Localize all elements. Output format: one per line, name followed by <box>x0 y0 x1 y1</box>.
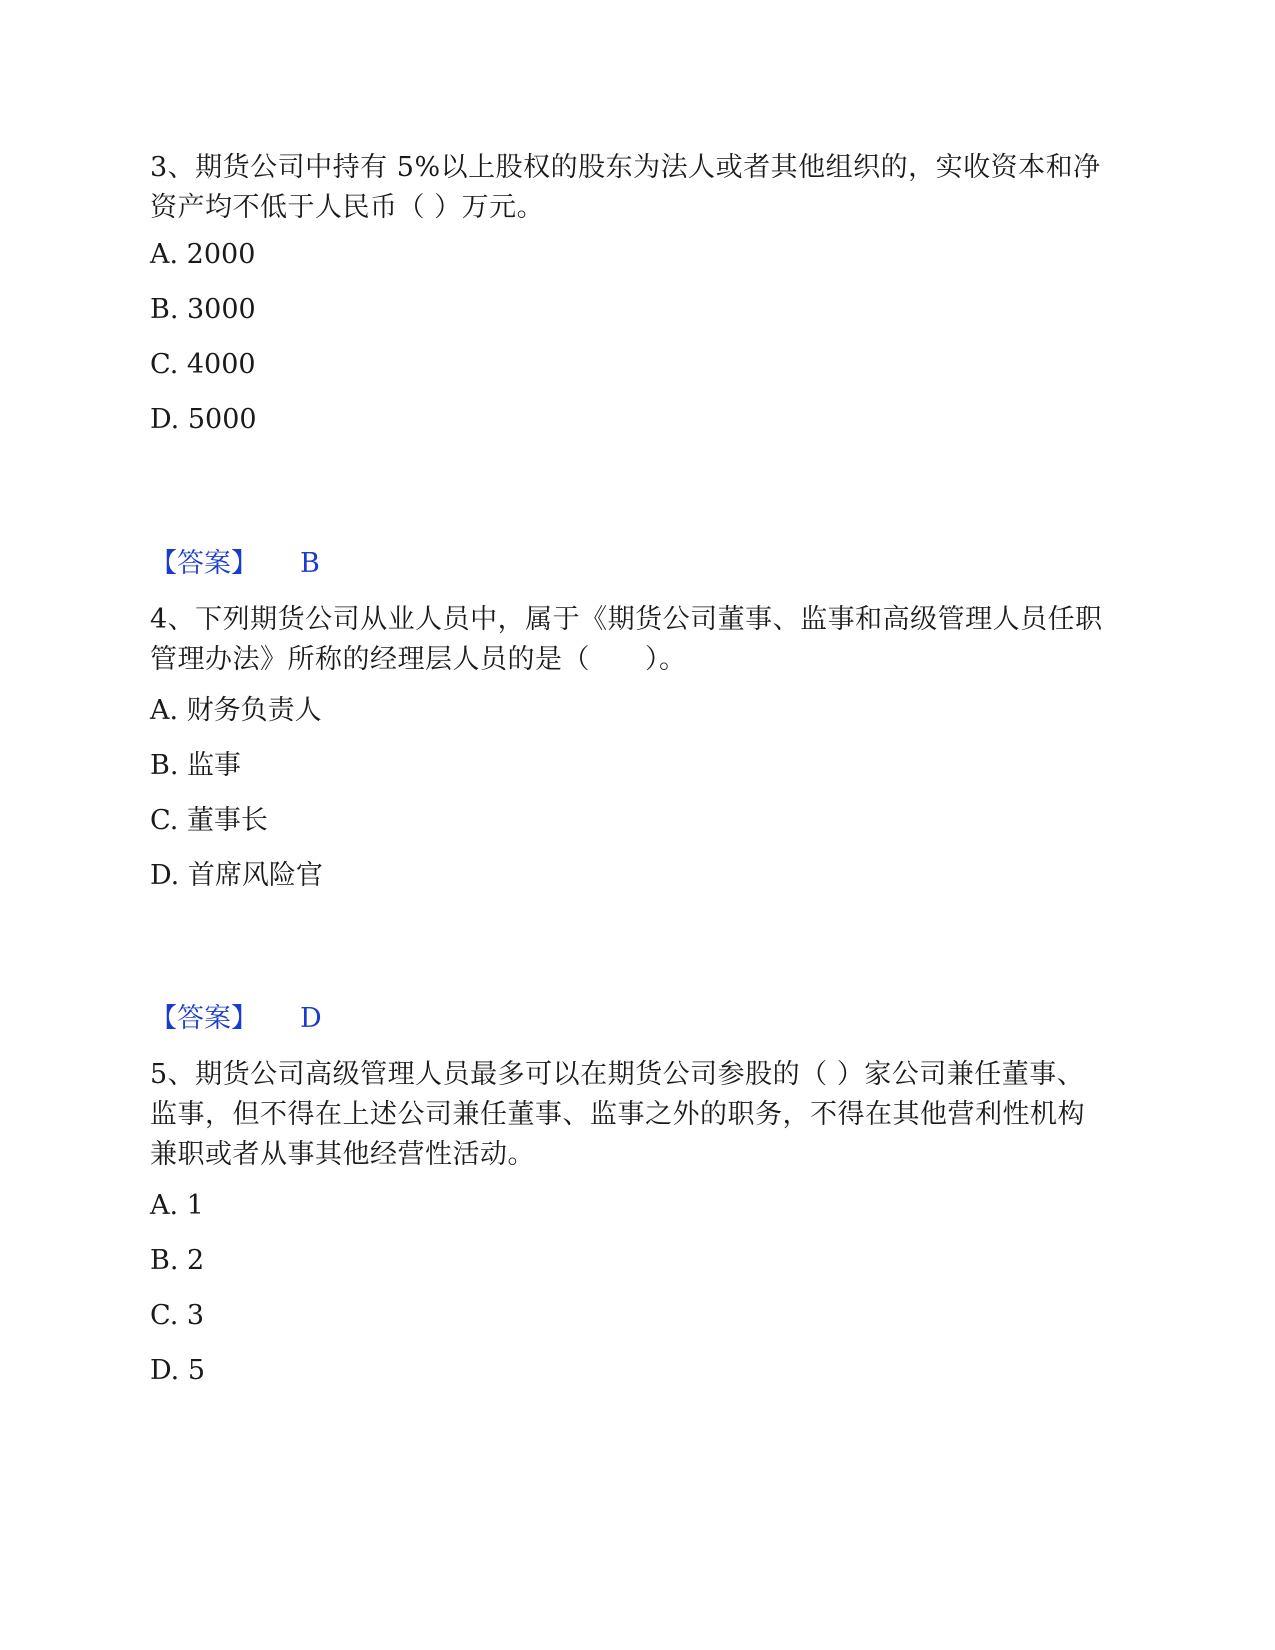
answer-block-1 <box>150 546 320 582</box>
question-4-option-c: C. 董事长 <box>150 805 268 836</box>
question-3-option-a: A. 2000 <box>150 239 256 270</box>
answer-block-2 <box>150 1001 322 1037</box>
question-4-option-d: D. 首席风险官 <box>150 860 323 891</box>
question-4-option-b: B. 监事 <box>150 750 242 781</box>
question-3-option-b: B. 3000 <box>150 294 256 325</box>
answer-label: 【答案】 <box>150 1003 258 1034</box>
answer-label: 【答案】 <box>150 548 258 579</box>
question-3-text: 3、期货公司中持有 5%以上股权的股东为法人或者其他组织的，实收资本和净资产均不低于人民币（ ）万元。 <box>150 152 1101 223</box>
question-5-option-c: C. 3 <box>150 1300 205 1331</box>
question-4-text: 4、下列期货公司从业人员中，属于《期货公司董事、监事和高级管理人员任职管理办法》所称的经理层人员的是（ ）。 <box>150 604 1103 675</box>
question-5-option-b: B. 2 <box>150 1245 205 1276</box>
question-3-option-c: C. 4000 <box>150 349 256 380</box>
question-5-option-d: D. 5 <box>150 1355 206 1386</box>
question-3-option-d: D. 5000 <box>150 404 257 435</box>
question-5-text: 5、期货公司高级管理人员最多可以在期货公司参股的（ ）家公司兼任董事、监事，但不得在上述公司兼任董事、监事之外的职务，不得在其他营利性机构兼职或者从事其他经营性活动。 <box>150 1059 1085 1170</box>
question-5-option-a: A. 1 <box>150 1190 204 1221</box>
answer-value: B <box>300 548 320 579</box>
answer-value: D <box>300 1003 322 1034</box>
question-4-option-a: A. 财务负责人 <box>150 695 322 726</box>
